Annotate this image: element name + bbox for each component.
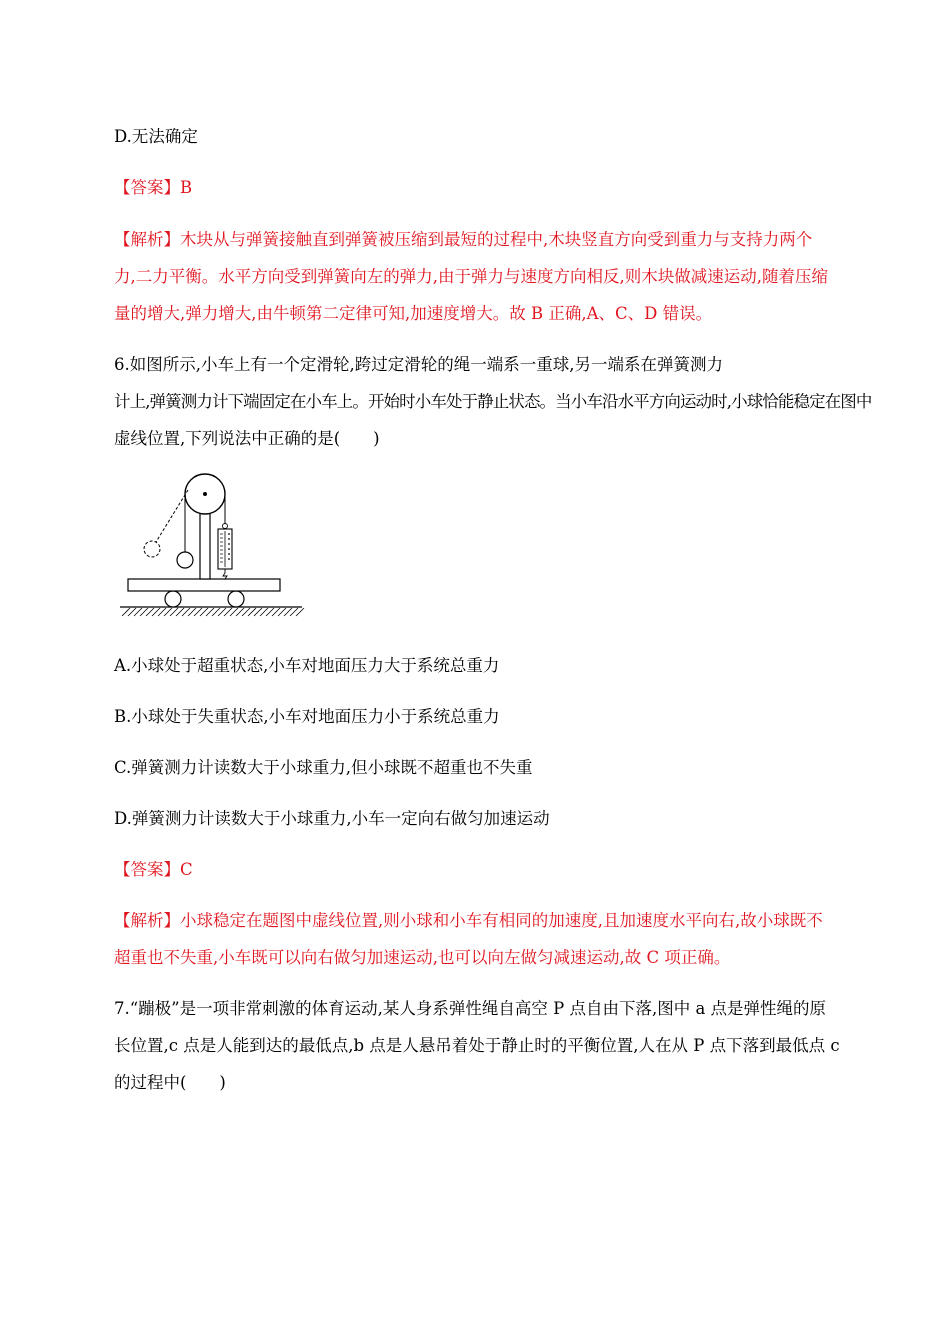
q5-analysis-line-1 [114,229,812,251]
ball-dashed-position [144,541,160,557]
q6-option-b: B.小球处于失重状态,小车对地面压力小于系统总重力 [114,707,500,726]
cart-pulley-diagram [118,468,308,620]
q7-stem-line-2: 长位置,c 点是人能到达的最低点,b 点是人悬吊着处于静止时的平衡位置,人在从 P 点下落到最低点 c [114,1036,840,1055]
q7-stem-line-1: 7.“蹦极”是一项非常刺激的体育运动,某人身系弹性绳自高空 P 点自由下落,图中 a 点是弹性绳的原 [114,999,827,1018]
q6-option-a: A.小球处于超重状态,小车对地面压力大于系统总重力 [114,656,500,675]
q6-stem-line-3: 虚线位置,下列说法中正确的是( ) [114,429,380,448]
answer-label: 【答案】 [114,178,180,197]
ball [177,552,193,568]
analysis-label: 【解析】 [114,911,180,930]
wheel-left [165,591,181,607]
q6-analysis-line-2: 超重也不失重,小车既可以向右做匀加速运动,也可以向左做匀减速运动,故 C 项正确。 [114,948,731,967]
q6-option-c: C.弹簧测力计读数大于小球重力,但小球既不超重也不失重 [114,758,533,777]
q7-stem-line-3: 的过程中( ) [114,1073,226,1092]
q6-stem-line-1: 6.如图所示,小车上有一个定滑轮,跨过定滑轮的绳一端系一重球,另一端系在弹簧测力 [114,355,723,374]
q5-analysis-line-2: 力,二力平衡。水平方向受到弹簧向左的弹力,由于弹力与速度方向相反,则木块做减速运动,随着压缩 [114,267,828,286]
analysis-label: 【解析】 [114,230,180,249]
q6-analysis-line-1 [114,910,823,932]
rope-dashed [156,490,188,542]
pulley-axle [203,492,207,496]
spring-scale [218,524,232,580]
q5-answer [114,177,192,199]
q5-option-d: D.无法确定 [114,127,198,146]
cart-platform [128,579,280,591]
analysis-text: 小球稳定在题图中虚线位置,则小球和小车有相同的加速度,且加速度水平向右,故小球既不 [180,911,823,930]
q6-option-d: D.弹簧测力计读数大于小球重力,小车一定向右做匀加速运动 [114,809,550,828]
answer-value: B [180,178,193,197]
q6-stem-line-2: 计上,弹簧测力计下端固定在小车上。开始时小车处于静止状态。当小车沿水平方向运动时,小球恰能稳定在图中 [114,392,872,411]
answer-value: C [180,860,193,879]
q6-answer [114,859,193,881]
wheel-right [228,591,244,607]
q5-analysis-line-3: 量的增大,弹力增大,由牛顿第二定律可知,加速度增大。故 B 正确,A、C、D 错误。 [114,304,713,323]
ground [120,607,304,616]
answer-label: 【答案】 [114,860,180,879]
analysis-text: 木块从与弹簧接触直到弹簧被压缩到最短的过程中,木块竖直方向受到重力与支持力两个 [180,230,813,249]
